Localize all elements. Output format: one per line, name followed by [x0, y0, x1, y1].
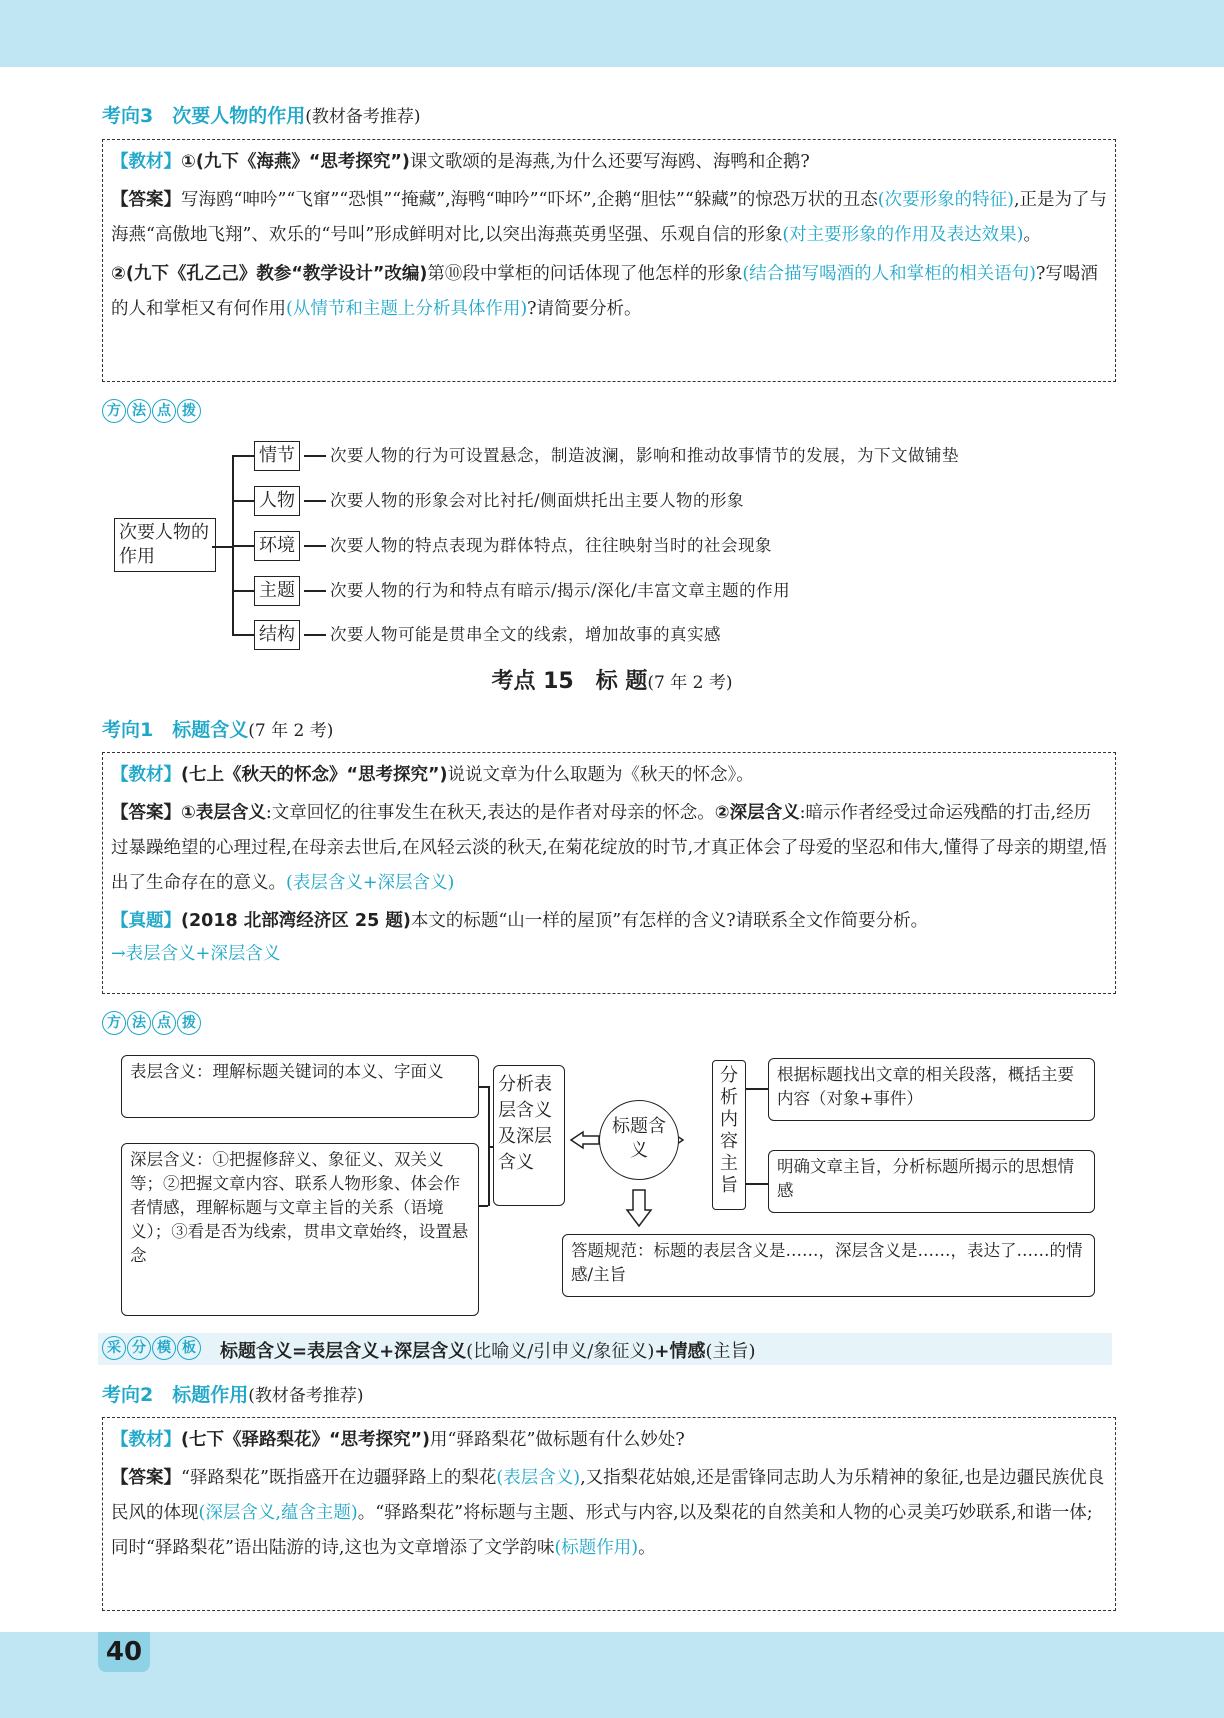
tree-item-label: 结构	[254, 620, 300, 650]
heading-label: 考向3 次要人物的作用	[102, 105, 306, 127]
tree-item-text: 次要人物的特点表现为群体特点，往往映射当时的社会现象	[330, 536, 772, 555]
connector	[304, 455, 326, 457]
analyze-box: 分析表层含义及深层含义	[493, 1065, 565, 1206]
connector	[232, 500, 254, 502]
connector	[232, 634, 254, 636]
answer: 【答案】写海鸥“呻吟”“飞窜”“恐惧”“掩藏”,海鸭“呻吟”“吓坏”,企鹅“胆怯”“躲藏”的惊恐万状的丑态(次要形象的特征),正是为了与海燕“高傲地飞翔”、欢乐的“号叫”形成鲜明对比,以突出海燕英勇坚强、乐观自信的形象(对主要形象的作用及表达效果)。	[111, 190, 1107, 245]
method-badge: 方 法 点 拨	[102, 399, 201, 423]
section-heading	[102, 101, 421, 128]
section-title: 考点 15 标 题(7 年 2 考)	[491, 669, 733, 694]
method-badge: 方 法 点 拨	[102, 1011, 201, 1035]
connector	[232, 545, 254, 547]
section-heading: 考向2 标题作用(教材备考推荐)	[102, 1384, 364, 1406]
connector	[479, 1205, 488, 1207]
arrow-left-icon	[571, 1132, 599, 1148]
question-2: ②(九下《孔乙己》教参“教学设计”改编)第⑩段中掌柜的问话体现了他怎样的形象(结合描写喝酒的人和掌柜的相关语句)?写喝酒的人和掌柜又有何作用(从情节和主题上分析具体作用)?请简要分析。	[111, 264, 1098, 319]
question: 【教材】(七上《秋天的怀念》“思考探究”)说说文章为什么取题为《秋天的怀念》。	[111, 765, 754, 785]
tree-item-text: 次要人物的行为可设置悬念，制造波澜，影响和推动故事情节的发展，为下文做铺垫	[330, 446, 959, 465]
real-question: 【真题】(2018 北部湾经济区 25 题)本文的标题“山一样的屋顶”有怎样的含义?请联系全文作简要分析。 →表层含义+深层含义	[111, 911, 929, 964]
connector	[212, 546, 232, 548]
center-circle: 标题含义	[599, 1100, 679, 1180]
find-box: 根据标题找出文章的相关段落，概括主要内容（对象+事件）	[768, 1058, 1095, 1121]
connector	[746, 1183, 768, 1185]
bottom-band	[0, 1632, 1224, 1718]
question-box-1	[102, 139, 1116, 382]
connector	[232, 455, 254, 457]
question-box-2	[102, 752, 1116, 994]
theme-box: 分析内容主旨	[712, 1060, 746, 1210]
section-heading: 考向1 标题含义(7 年 2 考)	[102, 719, 334, 741]
model-badge: 采 分 模 板	[102, 1336, 201, 1360]
answer: 【答案】①表层含义:文章回忆的往事发生在秋天,表达的是作者对母亲的怀念。②深层含义:暗示作者经受过命运残酷的打击,经历过暴躁绝望的心理过程,在母亲去世后,在风轻云淡的秋天,在菊花绽放的时节,才真正体会了母爱的坚忍和伟大,懂得了母亲的期望,悟出了生命存在的意义。(表层含义+深层含义)	[111, 803, 1107, 893]
answer-standard-box: 答题规范：标题的表层含义是……，深层含义是……，表达了……的情感/主旨	[562, 1234, 1095, 1297]
tree-item-text: 次要人物的行为和特点有暗示/揭示/深化/丰富文章主题的作用	[330, 581, 791, 600]
question-box-3	[102, 1417, 1116, 1611]
tree-root: 次要人物的作用	[114, 518, 216, 572]
tree-item-label: 人物	[254, 486, 300, 516]
page-number: 40	[98, 1632, 150, 1672]
surface-meaning-box: 表层含义：理解标题关键词的本义、字面义	[121, 1055, 479, 1118]
tree-item-label: 情节	[254, 441, 300, 471]
answer: 【答案】“驿路梨花”既指盛开在边疆驿路上的梨花(表层含义),又指梨花姑娘,还是雷锋同志助人为乐精神的象征,也是边疆民族优良民风的体现(深层含义,蕴含主题)。“驿路梨花”将标题与主题、形式与内容,以及梨花的自然美和人物的心灵美巧妙联系,和谐一体;同时“驿路梨花”语出陆游的诗,这也为文章增添了文学韵味(标题作用)。	[111, 1468, 1105, 1558]
tree-item-text: 次要人物可能是贯串全文的线索，增加故事的真实感	[330, 625, 721, 644]
question: 【教材】(七下《驿路梨花》“思考探究”)用“驿路梨花”做标题有什么妙处?	[111, 1430, 685, 1450]
tree-item-label: 环境	[254, 531, 300, 561]
tree-item-text: 次要人物的形象会对比衬托/侧面烘托出主要人物的形象	[330, 491, 745, 510]
top-band	[0, 0, 1224, 67]
question: 【教材】①(九下《海燕》“思考探究”)课文歌颂的是海燕,为什么还要写海鸥、海鸭和企鹅?	[111, 152, 810, 172]
tree-item-label: 主题	[254, 576, 300, 606]
deep-meaning-box: 深层含义：①把握修辞义、象征义、双关义等；②把握文章内容、联系人物形象、体会作者情感，理解标题与文章主旨的关系（语境义）；③看是否为线索，贯串文章始终，设置悬念	[121, 1143, 479, 1316]
connector	[479, 1086, 488, 1088]
arrow-down-icon	[622, 1186, 656, 1230]
connector	[232, 590, 254, 592]
model-text: 标题含义=表层含义+深层含义(比喻义/引申义/象征义)+情感(主旨)	[220, 1341, 756, 1362]
connector	[304, 545, 326, 547]
connector	[304, 590, 326, 592]
connector	[746, 1088, 768, 1090]
connector	[304, 634, 326, 636]
heading-note: (教材备考推荐)	[305, 107, 421, 127]
connector	[304, 500, 326, 502]
clarify-box: 明确文章主旨，分析标题所揭示的思想情感	[768, 1150, 1095, 1213]
